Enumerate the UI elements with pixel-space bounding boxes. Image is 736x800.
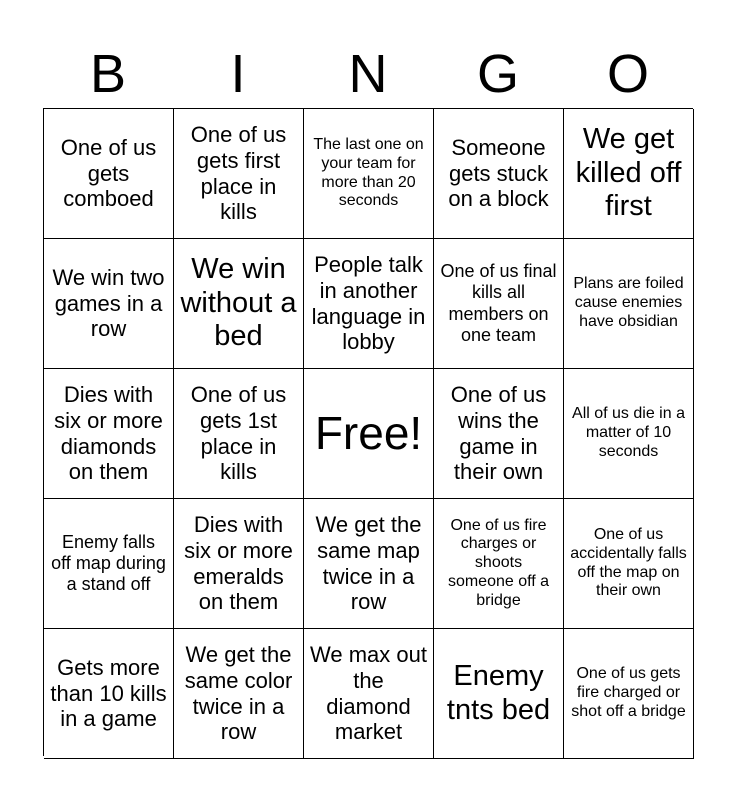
bingo-cell-free-space[interactable] xyxy=(304,369,434,499)
cell-text: Someone gets stuck on a block xyxy=(448,134,549,212)
bingo-cell-r5c5[interactable] xyxy=(564,629,694,759)
bingo-cell-r5c2[interactable] xyxy=(174,629,304,759)
bingo-cell-r2c2[interactable] xyxy=(174,239,304,369)
bingo-cell-r1c3[interactable] xyxy=(304,109,434,239)
cell-text: We get the same map twice in a row xyxy=(315,512,422,615)
cell-text: We max out the diamond market xyxy=(310,642,427,745)
bingo-cell-r5c3[interactable] xyxy=(304,629,434,759)
cell-text: One of us fire charges or shoots someone off a bridge xyxy=(447,516,550,609)
bingo-cell-r3c4[interactable] xyxy=(434,369,564,499)
cell-text: All of us die in a matter of 10 seconds xyxy=(572,405,685,460)
header-letter-g: G xyxy=(476,44,519,104)
cell-text: Enemy tnts bed xyxy=(446,659,551,726)
cell-text: One of us gets 1st place in kills xyxy=(190,382,287,485)
cell-text: One of us wins the game in their own xyxy=(450,382,547,485)
cell-text: We get killed off first xyxy=(575,122,682,223)
cell-text: One of us gets comboed xyxy=(60,134,157,212)
bingo-cell-r3c5[interactable] xyxy=(564,369,694,499)
bingo-cell-r1c4[interactable] xyxy=(434,109,564,239)
bingo-header xyxy=(43,40,693,108)
cell-text: Dies with six or more diamonds on them xyxy=(54,382,163,485)
cell-text: We get the same color twice in a row xyxy=(184,642,293,745)
header-letter-i: I xyxy=(230,44,246,104)
cell-text: One of us gets fire charged or shot off a bridge xyxy=(571,665,686,720)
cell-text: The last one on your team for more than 20 seconds xyxy=(313,136,424,210)
bingo-cell-r2c4[interactable] xyxy=(434,239,564,369)
bingo-cell-r2c1[interactable] xyxy=(44,239,174,369)
cell-text: We win two games in a row xyxy=(52,264,165,342)
bingo-cell-r2c3[interactable] xyxy=(304,239,434,369)
bingo-cell-r1c1[interactable] xyxy=(44,109,174,239)
bingo-cell-r1c5[interactable] xyxy=(564,109,694,239)
cell-text: Plans are foiled cause enemies have obsidian xyxy=(573,275,684,330)
bingo-cell-r3c1[interactable] xyxy=(44,369,174,499)
bingo-cell-r4c4[interactable] xyxy=(434,499,564,629)
cell-text: Enemy falls off map during a stand off xyxy=(51,531,166,595)
header-letter-b: B xyxy=(89,44,127,104)
bingo-cell-r5c1[interactable] xyxy=(44,629,174,759)
cell-text: People talk in another language in lobby xyxy=(311,252,426,355)
header-letter-o: O xyxy=(606,44,649,104)
header-letter-n: N xyxy=(348,44,388,104)
bingo-cell-r4c3[interactable] xyxy=(304,499,434,629)
cell-text: One of us final kills all members on one team xyxy=(440,261,557,345)
bingo-cell-r4c5[interactable] xyxy=(564,499,694,629)
cell-text: One of us accidentally falls off the map on their own xyxy=(570,526,687,600)
bingo-cell-r4c2[interactable] xyxy=(174,499,304,629)
cell-text: One of us gets first place in kills xyxy=(190,122,287,225)
cell-text: Dies with six or more emeralds on them xyxy=(184,512,293,615)
cell-text: Gets more than 10 kills in a game xyxy=(50,654,167,732)
bingo-cell-r3c2[interactable] xyxy=(174,369,304,499)
bingo-cell-r1c2[interactable] xyxy=(174,109,304,239)
bingo-cell-r4c1[interactable] xyxy=(44,499,174,629)
bingo-grid xyxy=(43,108,693,756)
cell-text: We win without a bed xyxy=(180,252,297,353)
bingo-cell-r2c5[interactable] xyxy=(564,239,694,369)
bingo-cell-r5c4[interactable] xyxy=(434,629,564,759)
free-space-text: Free! xyxy=(314,406,423,459)
